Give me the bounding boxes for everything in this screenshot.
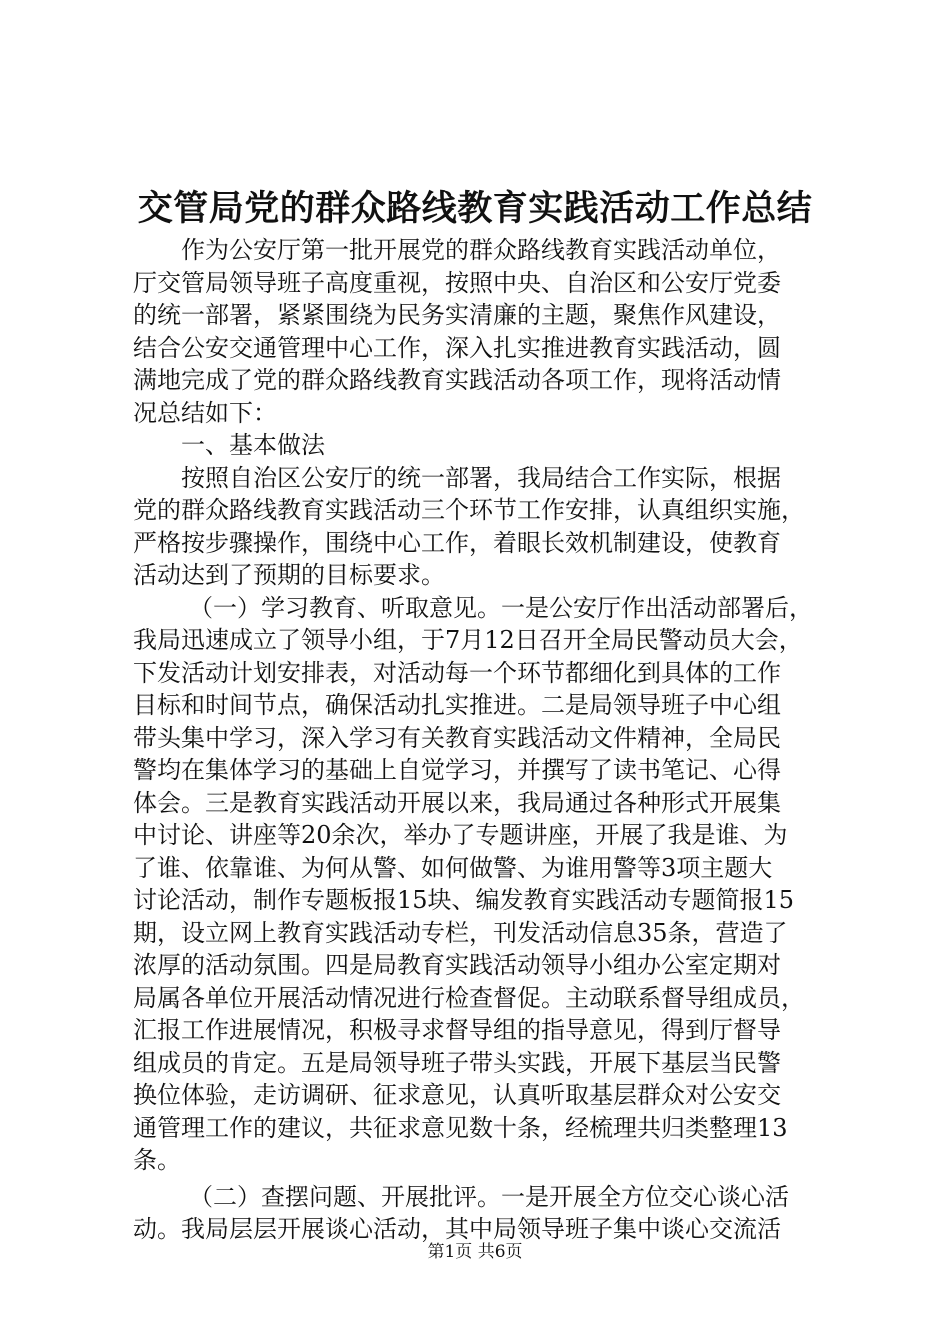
paragraph-line: 目标和时间节点，确保活动扎实推进。二是局领导班子中心组 [133,691,781,719]
paragraph-line: 讨论活动，制作专题板报15块、编发教育实践活动专题简报15 [133,886,795,914]
subsection-line: （一）学习教育、听取意见。一是公安厅作出活动部署后， [189,593,813,622]
document-title: 交管局党的群众路线教育实践活动工作总结 [137,188,813,229]
paragraph-line: 动。我局层层开展谈心活动，其中局领导班子集中谈心交流活 [133,1215,781,1243]
paragraph-line: 组成员的肯定。五是局领导班子带头实践，开展下基层当民警 [133,1048,781,1077]
paragraph-line: 作为公安厅第一批开展党的群众路线教育实践活动单位， [181,236,781,264]
paragraph-line: 局属各单位开展活动情况进行检查督促。主动联系督导组成员， [133,983,805,1012]
paragraph-line: 体会。三是教育实践活动开展以来，我局通过各种形式开展集 [133,788,781,817]
paragraph-line: 了谁、依靠谁、为何从警、如何做警、为谁用警等3项主题大 [133,853,773,882]
paragraph-line: 带头集中学习，深入学习有关教育实践活动文件精神，全局民 [133,723,781,752]
subsection-line: （二）查摆问题、开展批评。一是开展全方位交心谈心活 [189,1182,789,1211]
section-heading: 一、基本做法 [181,431,325,459]
paragraph-line: 结合公安交通管理中心工作，深入扎实推进教育实践活动，圆 [133,333,781,362]
paragraph-line: 按照自治区公安厅的统一部署，我局结合工作实际，根据 [181,463,781,492]
paragraph-line: 期，设立网上教育实践活动专栏，刊发活动信息35条，营造了 [133,918,788,947]
paragraph-line: 满地完成了党的群众路线教育实践活动各项工作，现将活动情 [133,366,781,394]
paragraph-line: 警均在集体学习的基础上自觉学习，并撰写了读书笔记、心得 [133,756,781,784]
paragraph-line: 条。 [133,1146,181,1174]
paragraph-line: 通管理工作的建议，共征求意见数十条，经梳理共归类整理13 [133,1113,788,1142]
paragraph-line: 厅交管局领导班子高度重视，按照中央、自治区和公安厅党委 [133,268,781,297]
paragraph-line: 党的群众路线教育实践活动三个环节工作安排，认真组织实施， [133,496,805,524]
document-body [133,234,833,1246]
paragraph-line: 换位体验，走访调研、征求意见，认真听取基层群众对公安交 [133,1081,781,1109]
paragraph-line: 活动达到了预期的目标要求。 [133,561,445,589]
paragraph-line: 中讨论、讲座等20余次，举办了专题讲座，开展了我是谁、为 [133,821,788,849]
paragraph-line: 汇报工作进展情况，积极寻求督导组的指导意见，得到厅督导 [133,1016,781,1044]
paragraph-line: 况总结如下： [133,398,277,427]
paragraph-line: 浓厚的活动氛围。四是局教育实践活动领导小组办公室定期对 [133,951,781,979]
page-footer: 第1页 共6页 [427,1242,523,1262]
paragraph-line: 严格按步骤操作，围绕中心工作，着眼长效机制建设，使教育 [133,528,781,557]
paragraph-line: 我局迅速成立了领导小组，于7月12日召开全局民警动员大会， [133,626,803,654]
paragraph-line: 的统一部署，紧紧围绕为民务实清廉的主题，聚焦作风建设， [133,301,781,329]
paragraph-line: 下发活动计划安排表，对活动每一个环节都细化到具体的工作 [133,658,781,687]
